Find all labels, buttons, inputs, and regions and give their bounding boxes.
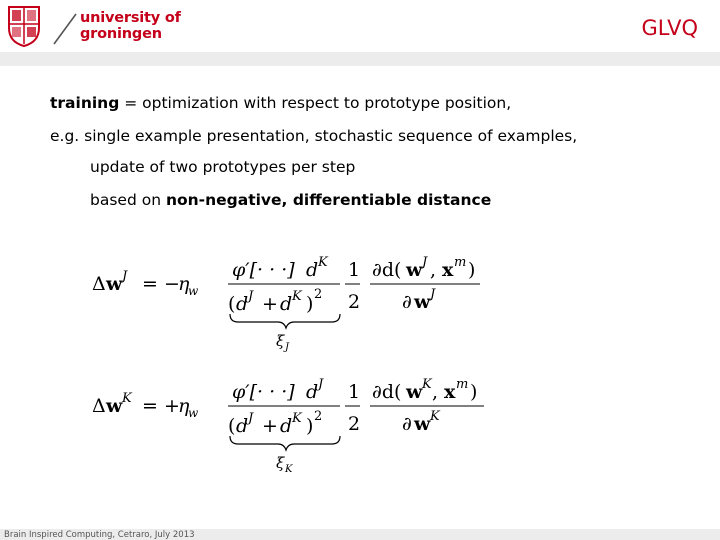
f1-eq: = <box>142 273 158 295</box>
term-distance: non-negative, differentiable distance <box>165 191 492 209</box>
f1-lhs-w: w <box>106 273 123 295</box>
text-line-update: update of two prototypes per step <box>90 158 356 176</box>
f2-grad-close: ) <box>470 381 478 403</box>
f2-sign: + <box>164 395 180 417</box>
f1-den-d2: d <box>280 293 293 315</box>
f2-brace-xi-sub: K <box>285 464 293 474</box>
f2-grad-x: x <box>444 381 456 403</box>
wordmark-line2: groningen <box>80 26 162 42</box>
f1-den-d2-sup: K <box>292 289 302 304</box>
f2-lhs-sup: K <box>122 391 132 406</box>
f1-lhs-sup: J <box>122 269 128 284</box>
f2-lhs-delta: Δ <box>92 395 106 417</box>
f2-grad-den-w: w <box>414 413 431 435</box>
header <box>0 0 720 52</box>
f1-grad-x-sup: m <box>454 255 467 270</box>
f2-den-plus: + <box>262 415 278 437</box>
text-line-distance <box>90 191 491 209</box>
f1-grad-den-partial: ∂ <box>402 291 412 313</box>
f1-grad-x: x <box>442 259 454 281</box>
f2-grad-partial: ∂d( <box>372 381 402 403</box>
f2-num-phi: φ′[· · ·] <box>232 381 295 403</box>
slide-title: GLVQ <box>641 16 698 40</box>
f1-grad-partial: ∂d( <box>372 259 402 281</box>
f1-grad-comma: , <box>430 259 437 281</box>
header-band <box>0 52 720 66</box>
f2-brace-xi: ξ <box>276 454 285 472</box>
f1-num-d-sup: K <box>318 255 328 270</box>
f2-den-d1-sup: J <box>248 411 254 426</box>
f2-grad-w: w <box>406 381 423 403</box>
university-crest-icon <box>6 4 42 48</box>
f2-grad-den-partial: ∂ <box>402 413 412 435</box>
text-line-example: e.g. single example presentation, stochastic sequence of examples, <box>50 127 578 145</box>
f2-grad-x-sup: m <box>456 377 469 392</box>
wordmark-line1: university of <box>80 10 181 26</box>
logo-slash-icon <box>50 12 78 46</box>
f1-grad-close: ) <box>468 259 476 281</box>
f1-half-den: 2 <box>348 291 361 313</box>
f2-den-close: ) <box>306 415 314 437</box>
university-wordmark <box>80 10 181 42</box>
f1-den-plus: + <box>262 293 278 315</box>
f1-grad-w-sup: J <box>422 255 428 270</box>
term-training: training <box>50 94 120 112</box>
f2-eta-sub: w <box>188 406 199 420</box>
f1-lhs-delta: Δ <box>92 273 106 295</box>
f1-brace-xi: ξ <box>276 332 285 350</box>
f1-eta-sub: w <box>188 284 199 298</box>
f1-num-d: d <box>306 259 319 281</box>
f1-den-d1-sup: J <box>248 289 254 304</box>
f1-den-open: ( <box>228 293 236 315</box>
f1-grad-den-w: w <box>414 291 431 313</box>
f2-underbrace <box>230 436 340 450</box>
f1-grad-w: w <box>406 259 423 281</box>
f1-eta: η <box>178 273 190 295</box>
f2-lhs-w: w <box>106 395 123 417</box>
formula-delta-wj <box>92 252 512 352</box>
f2-num-d-sup: J <box>318 377 324 392</box>
f1-grad-den-w-sup: J <box>430 287 436 302</box>
f1-underbrace <box>230 314 340 328</box>
f2-den-pow: 2 <box>314 409 323 424</box>
f2-den-d1: d <box>236 415 249 437</box>
f1-brace-xi-sub: J <box>285 342 290 352</box>
f2-half-num: 1 <box>348 381 361 403</box>
footer-text: Brain Inspired Computing, Cetraro, July 2013 <box>4 530 195 540</box>
text-line-training <box>50 94 511 112</box>
f1-den-close: ) <box>306 293 314 315</box>
f2-den-open: ( <box>228 415 236 437</box>
f1-den-d1: d <box>236 293 249 315</box>
line4-prefix: based on <box>90 191 166 209</box>
f2-eq: = <box>142 395 158 417</box>
f2-eta: η <box>178 395 190 417</box>
f2-num-d: d <box>306 381 319 403</box>
line1-rest: = optimization with respect to prototype position, <box>119 94 512 112</box>
f2-den-d2-sup: K <box>292 411 302 426</box>
f1-sign: − <box>164 273 180 295</box>
f2-grad-w-sup: K <box>422 377 432 392</box>
f2-half-den: 2 <box>348 413 361 435</box>
f2-grad-comma: , <box>432 381 439 403</box>
f1-den-pow: 2 <box>314 287 323 302</box>
f1-num-phi: φ′[· · ·] <box>232 259 295 281</box>
f2-grad-den-w-sup: K <box>430 409 440 424</box>
f2-den-d2: d <box>280 415 293 437</box>
f1-half-num: 1 <box>348 259 361 281</box>
formula-delta-wk <box>92 374 512 474</box>
